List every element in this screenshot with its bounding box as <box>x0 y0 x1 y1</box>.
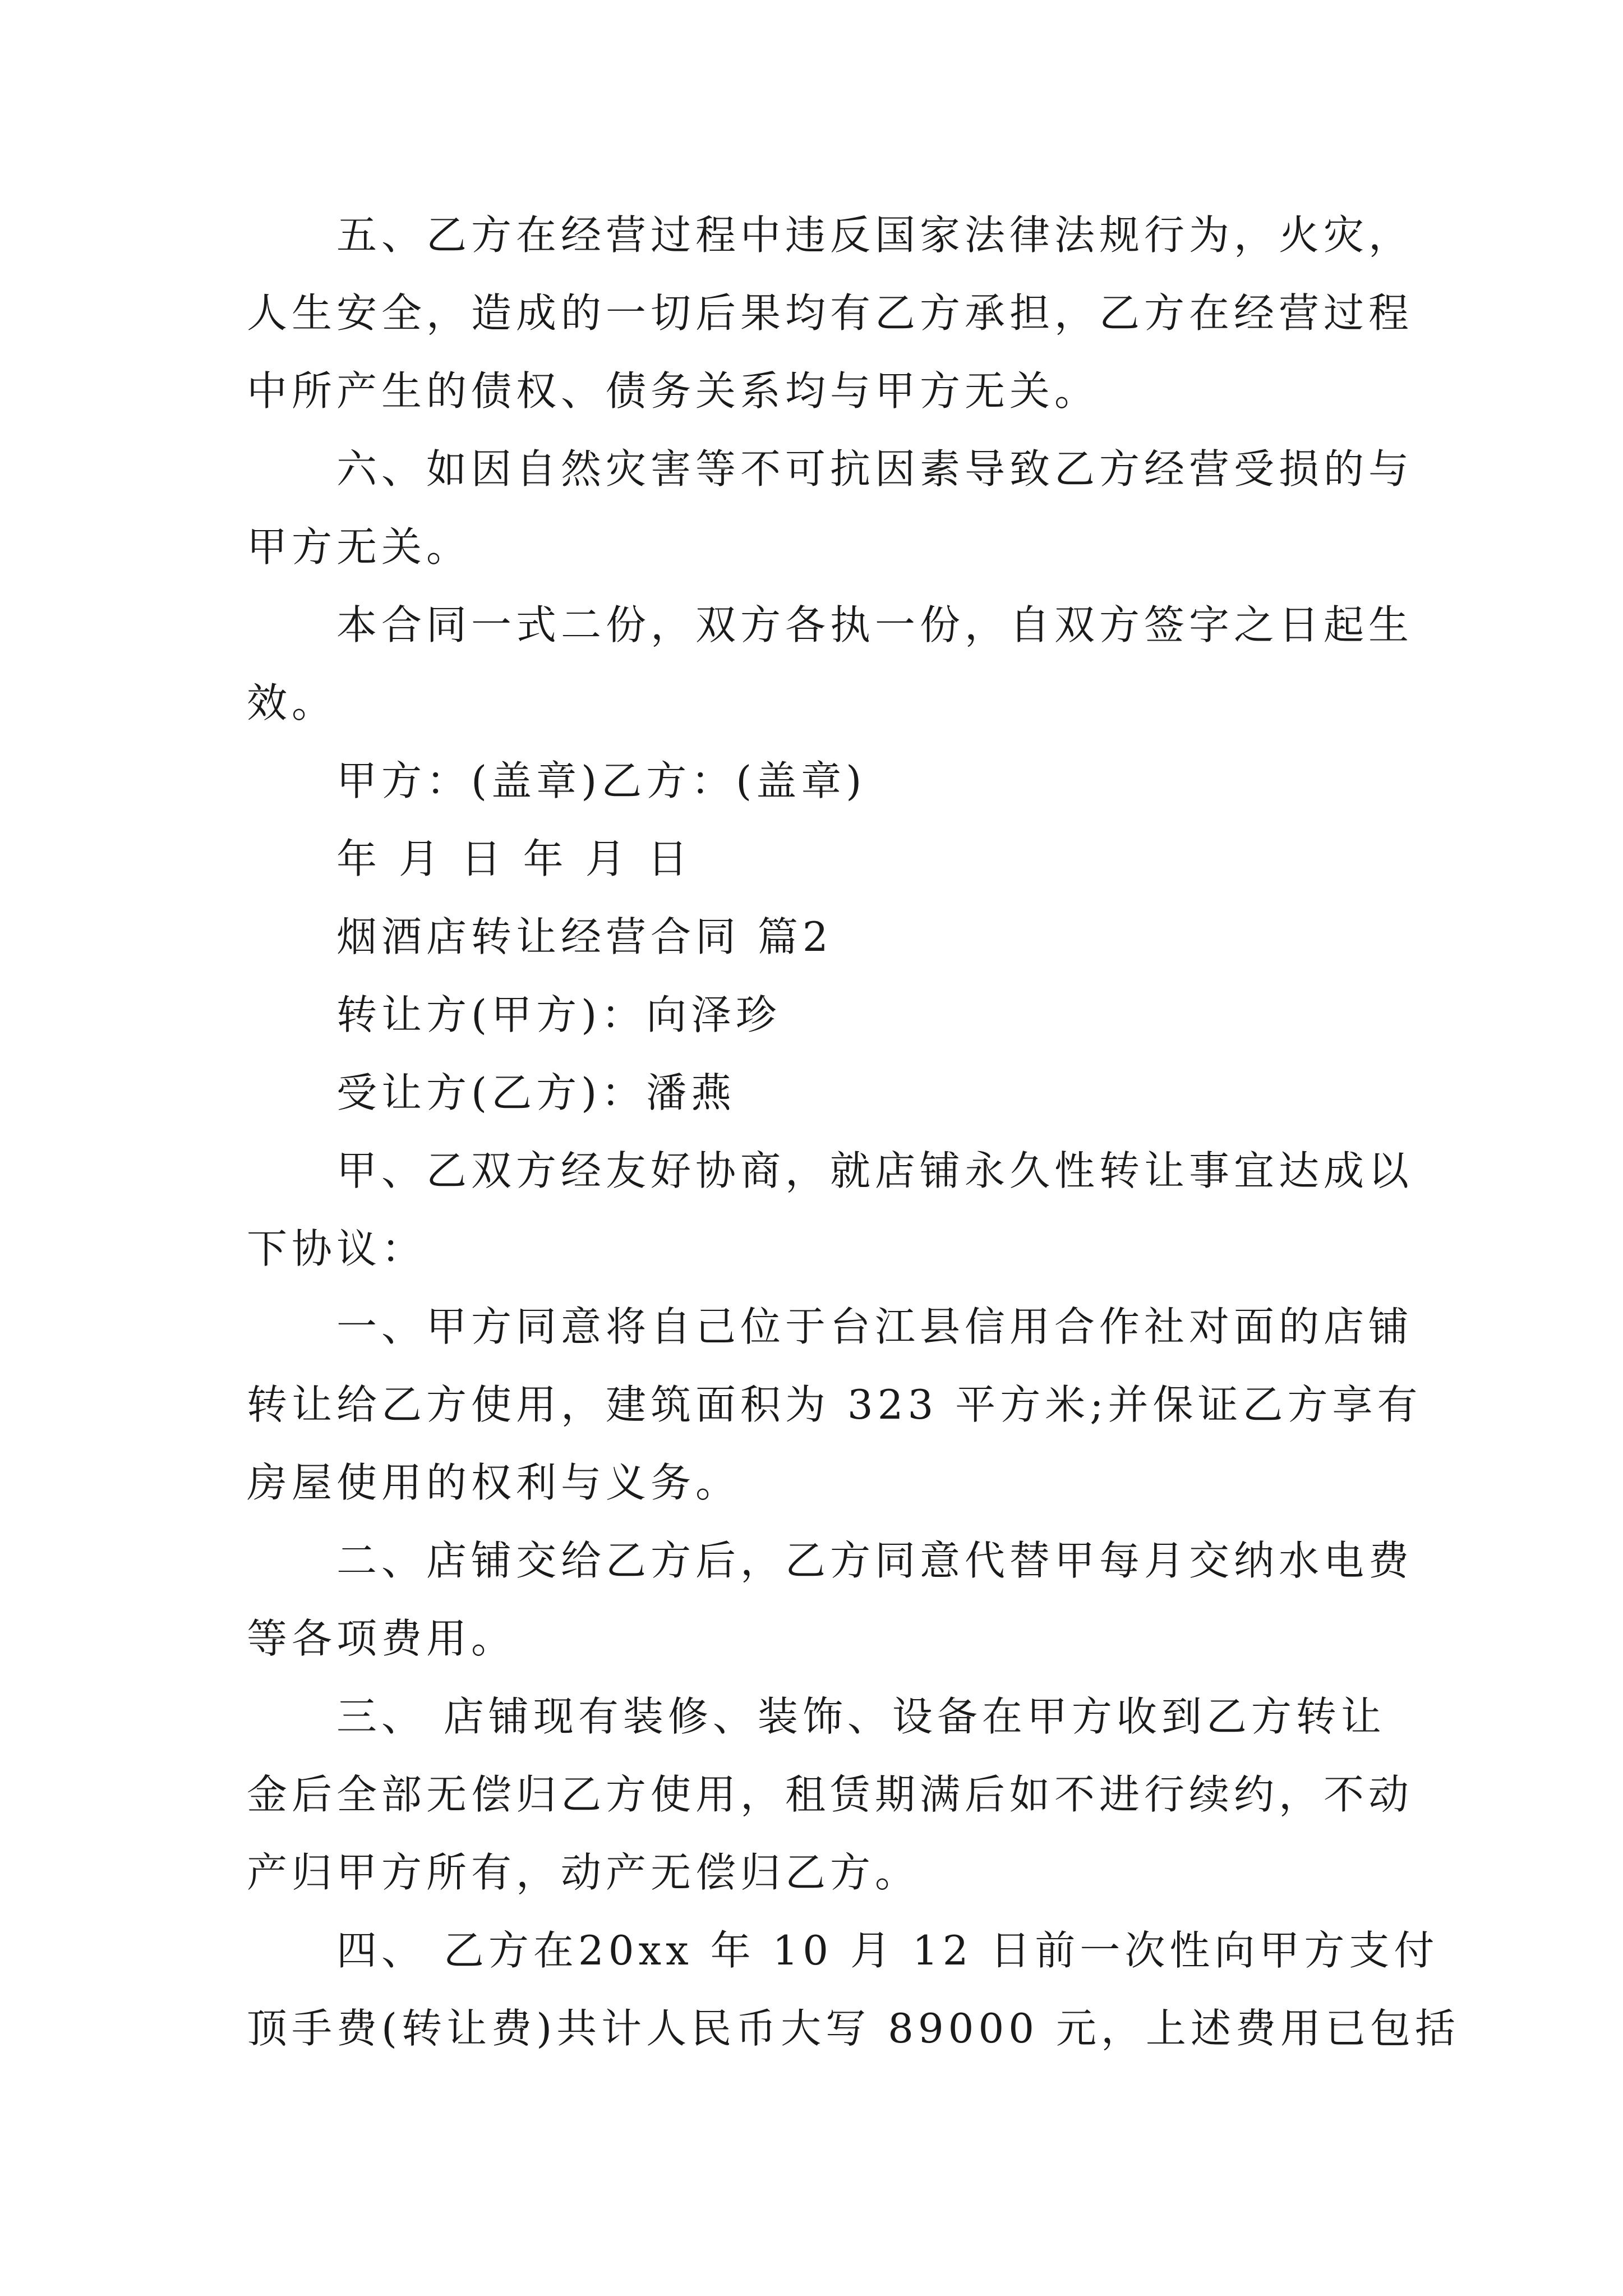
text-line: 顶手费(转让费)共计人民币大写 89000 元，上述费用已包括 <box>247 2005 1460 2052</box>
transferor-line <box>247 976 1391 1054</box>
text-line: 五、乙方在经营过程中违反国家法律法规行为，火灾， <box>336 211 1414 259</box>
copies-clause <box>247 586 1414 742</box>
text-line: 房屋使用的权利与义务。 <box>247 1459 741 1506</box>
text-line: 年 月 日 年 月 日 <box>336 835 693 882</box>
section-title <box>247 898 1391 976</box>
text-line: 二、店铺交给乙方后，乙方同意代替甲每月交纳水电费 <box>336 1537 1414 1584</box>
text-line: 中所产生的债权、债务关系均与甲方无关。 <box>247 367 1100 415</box>
text-line: 甲方无关。 <box>247 523 472 570</box>
seal-line <box>247 742 1391 820</box>
clause-three <box>247 1678 1414 1912</box>
clause-five <box>247 196 1414 430</box>
intro-paragraph <box>247 1132 1414 1288</box>
text-line: 效。 <box>247 679 337 726</box>
text-line: 六、如因自然灾害等不可抗因素导致乙方经营受损的与 <box>336 445 1414 493</box>
date-line <box>247 820 1391 898</box>
text-line: 烟酒店转让经营合同 篇2 <box>336 913 833 960</box>
text-line: 本合同一式二份，双方各执一份，自双方签字之日起生 <box>336 601 1414 648</box>
text-line: 下协议： <box>247 1225 427 1272</box>
clause-one <box>247 1288 1422 1522</box>
text-line: 四、 乙方在20xx 年 10 月 12 日前一次性向甲方支付 <box>336 1927 1439 1974</box>
clause-six <box>247 430 1414 586</box>
clause-two <box>247 1522 1414 1678</box>
transferee-line <box>247 1054 1391 1132</box>
text-line: 等各项费用。 <box>247 1615 517 1662</box>
text-line: 产归甲方所有，动产无偿归乙方。 <box>247 1849 920 1896</box>
text-line: 转让方(甲方)：向泽珍 <box>336 991 781 1038</box>
text-line: 转让给乙方使用，建筑面积为 323 平方米;并保证乙方享有 <box>247 1381 1422 1428</box>
text-line: 甲方：(盖章)乙方：(盖章) <box>336 757 866 804</box>
text-line: 甲、乙双方经友好协商，就店铺永久性转让事宜达成以 <box>336 1147 1414 1194</box>
text-line: 三、 店铺现有装修、装饰、设备在甲方收到乙方转让 <box>336 1693 1386 1740</box>
text-line: 金后全部无偿归乙方使用，租赁期满后如不进行续约，不动 <box>247 1771 1414 1818</box>
text-line: 受让方(乙方)：潘燕 <box>336 1069 736 1116</box>
clause-four <box>247 1912 1460 2068</box>
text-line: 一、甲方同意将自己位于台江县信用合作社对面的店铺 <box>336 1303 1414 1350</box>
text-line: 人生安全，造成的一切后果均有乙方承担，乙方在经营过程 <box>247 289 1414 337</box>
contract-body <box>247 196 1460 2068</box>
